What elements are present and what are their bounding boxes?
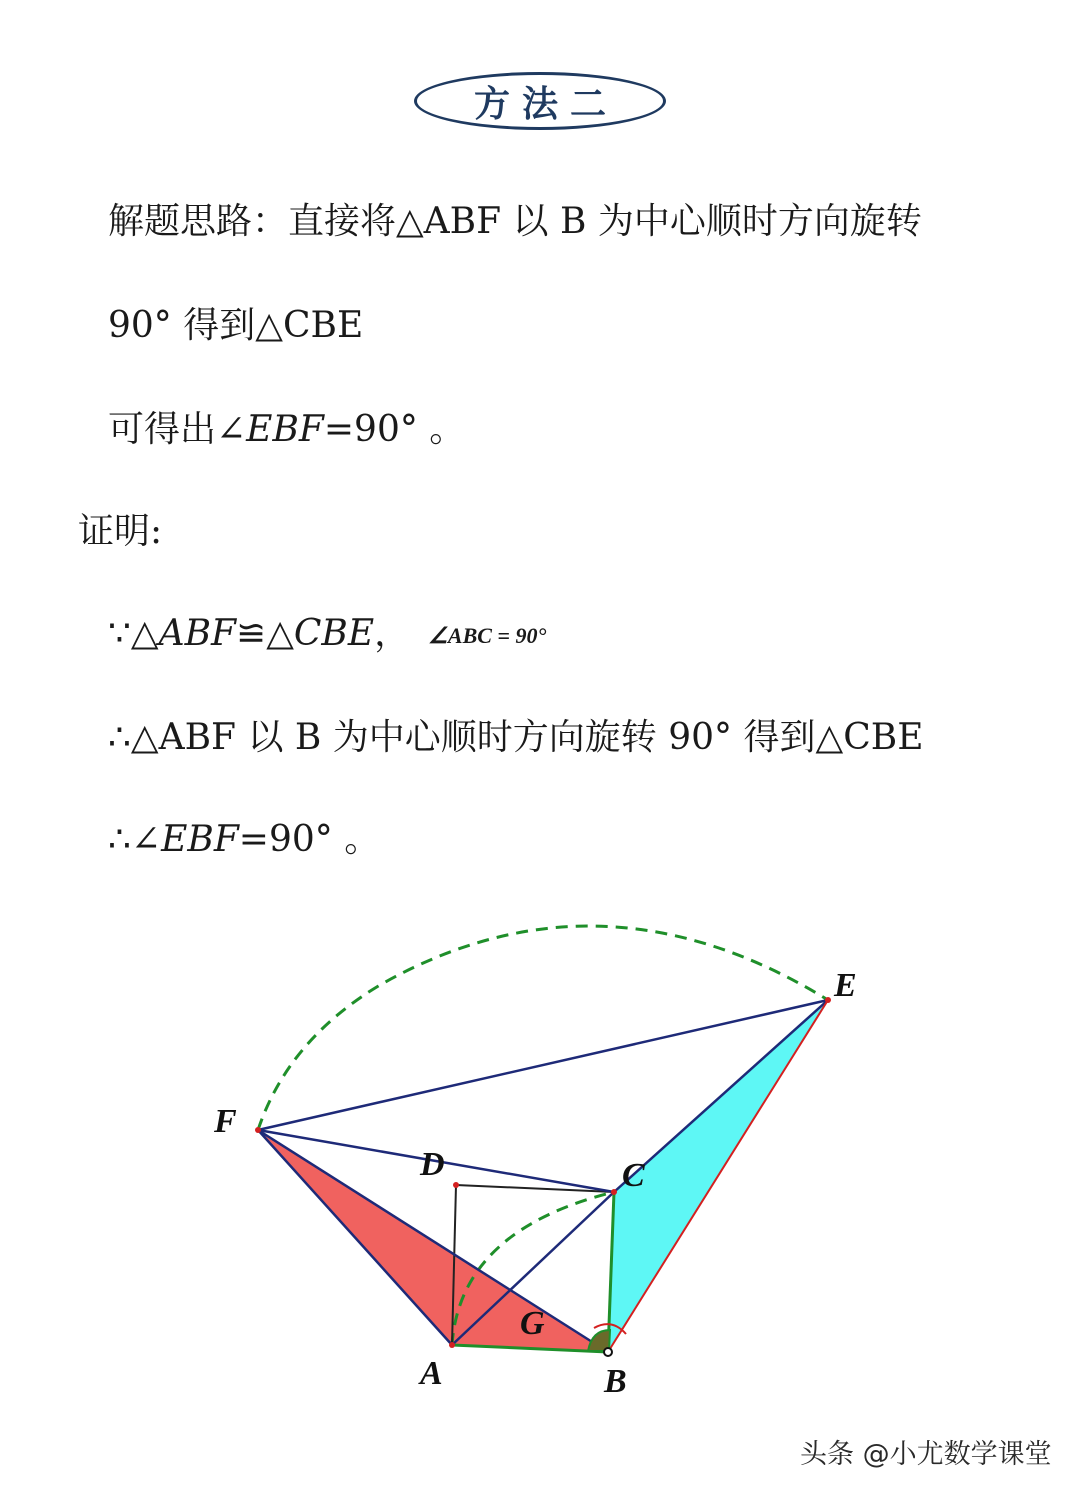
point-b-dot — [604, 1348, 612, 1356]
idea-line-3-suffix: =90° 。 — [323, 409, 466, 450]
proof-step-1-var2: CBE — [293, 613, 375, 654]
idea-line-3-prefix: 可得出∠ — [108, 409, 247, 450]
idea-line-2: 90° 得到△CBE — [108, 305, 364, 346]
point-e-dot — [825, 997, 831, 1003]
proof-step-1-var1: ABF — [158, 613, 237, 654]
proof-step-1-prefix: ∵△ — [108, 613, 159, 654]
point-d-dot — [453, 1182, 459, 1188]
label-a: A — [420, 1355, 443, 1392]
label-f: F — [214, 1103, 237, 1140]
proof-step-3-suffix: =90° 。 — [238, 819, 381, 860]
proof-step-1-angle: ∠ABC = 90° — [428, 623, 547, 648]
title-oval — [414, 72, 666, 130]
idea-line-3 — [108, 408, 465, 452]
proof-step-3-prefix: ∴∠ — [108, 819, 162, 860]
proof-step-2: ∴△ABF 以 B 为中心顺时方向旋转 90° 得到△CBE — [108, 717, 924, 758]
label-g: G — [520, 1305, 545, 1342]
proof-step-1-mid: ≌△ — [236, 613, 294, 654]
proof-step-1 — [108, 612, 546, 658]
page-title: 方法二 — [473, 83, 618, 125]
idea-line-3-var: EBF — [246, 409, 324, 450]
proof-step-1-sep: ， — [374, 613, 411, 654]
proof-step-3 — [108, 818, 380, 862]
label-b: B — [604, 1363, 627, 1400]
watermark: 头条 @小尤数学课堂 — [800, 1439, 1052, 1470]
proof-step-3-var: EBF — [161, 819, 239, 860]
point-c-dot — [611, 1189, 617, 1195]
label-e: E — [834, 967, 857, 1004]
point-f-dot — [255, 1127, 261, 1133]
proof-heading: 证明: — [78, 511, 163, 552]
geometry-figure — [0, 900, 1074, 1420]
label-c: C — [622, 1157, 645, 1194]
point-a-dot — [449, 1342, 455, 1348]
idea-line-1: 解题思路：直接将△ABF 以 B 为中心顺时方向旋转 — [108, 201, 922, 242]
label-d: D — [420, 1146, 445, 1183]
